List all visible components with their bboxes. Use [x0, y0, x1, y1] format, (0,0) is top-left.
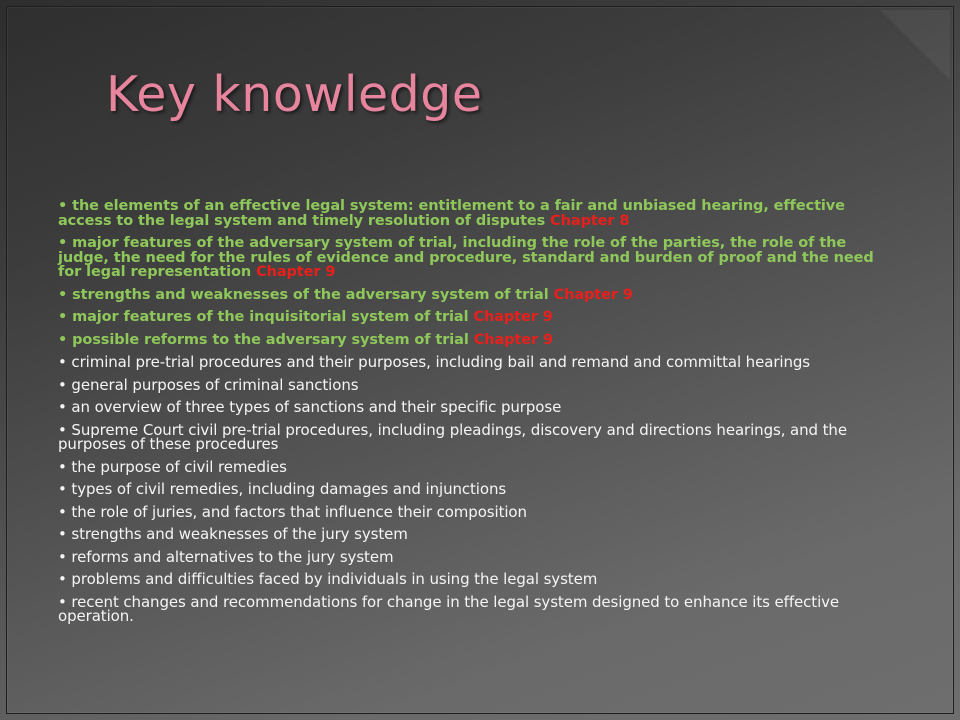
list-item	[58, 288, 888, 303]
corner-decoration	[880, 10, 950, 80]
item-text: • an overview of three types of sanctions and their specific purpose	[58, 398, 562, 416]
item-text: • types of civil remedies, including damages and injunctions	[58, 480, 507, 498]
list-item	[58, 527, 888, 542]
key-knowledge-list	[58, 199, 888, 632]
item-text: • criminal pre-trial procedures and their purposes, including bail and remand and committal hearings	[58, 353, 810, 371]
item-text: • Supreme Court civil pre-trial procedures, including pleadings, discovery and directions hearings, and the purposes of these procedures	[58, 420, 847, 453]
item-text: • major features of the adversary system of trial, including the role of the parties, the role of the judge, the need for the rules of evidence and procedure, standard and burden of proof and the need for legal representation	[58, 235, 874, 280]
list-item	[58, 199, 888, 228]
item-text: • strengths and weaknesses of the jury system	[58, 525, 408, 543]
list-item	[58, 502, 888, 521]
item-text: • major features of the inquisitorial system of trial	[58, 309, 469, 325]
item-text: • general purposes of criminal sanctions	[58, 375, 359, 394]
list-item	[58, 355, 888, 370]
list-item	[58, 482, 888, 497]
list-item	[58, 236, 888, 280]
item-text: • possible reforms to the adversary system of trial	[58, 331, 469, 348]
item-text: • recent changes and recommendations for change in the legal system designed to enhance its effective operation.	[58, 592, 840, 625]
item-text: • the elements of an effective legal system: entitlement to a fair and unbiased hearing, effective access to the legal system and timely resolution of disputes	[58, 198, 845, 229]
list-item	[58, 572, 888, 587]
chapter-reference: Chapter 8	[550, 212, 630, 229]
item-text: • the role of juries, and factors that influence their composition	[58, 502, 527, 521]
list-item	[58, 420, 888, 453]
chapter-reference: Chapter 9	[256, 264, 336, 280]
list-item	[58, 310, 888, 325]
list-item	[58, 333, 888, 348]
list-item	[58, 375, 888, 394]
slide-title: Key knowledge	[106, 66, 483, 123]
list-item	[58, 400, 888, 415]
chapter-reference: Chapter 9	[473, 331, 553, 348]
item-text: • the purpose of civil remedies	[58, 457, 287, 476]
list-item	[58, 457, 888, 476]
item-text: • strengths and weaknesses of the adversary system of trial	[58, 286, 549, 303]
chapter-reference: Chapter 9	[553, 286, 633, 303]
item-text: • problems and difficulties faced by individuals in using the legal system	[58, 570, 598, 588]
chapter-reference: Chapter 9	[473, 309, 553, 325]
item-text: • reforms and alternatives to the jury system	[58, 547, 394, 566]
list-item	[58, 592, 888, 625]
list-item	[58, 547, 888, 566]
